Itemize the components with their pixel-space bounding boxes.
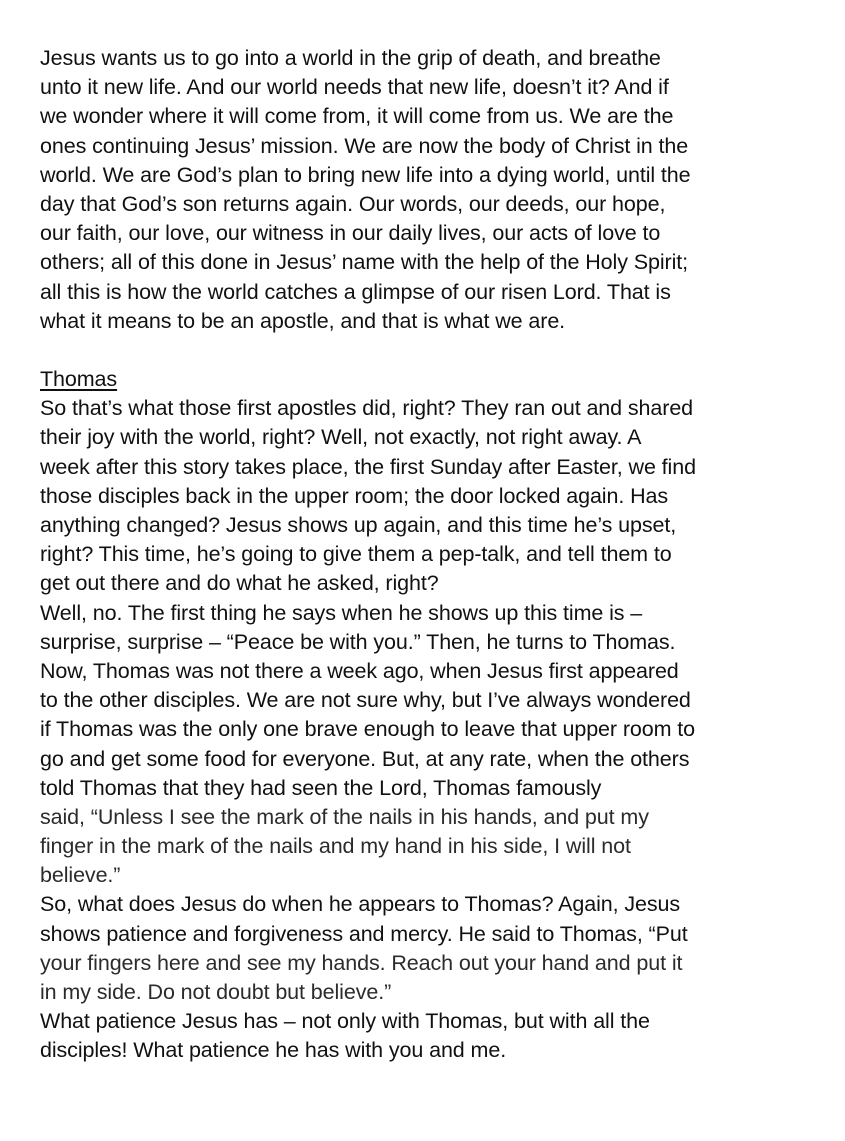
text-line: shows patience and forgiveness and mercy. He said to Thomas, “Put: [40, 921, 688, 946]
text-line: what it means to be an apostle, and that is what we are.: [40, 308, 566, 333]
text-line: Now, Thomas was not there a week ago, when Jesus first appeared: [40, 658, 679, 683]
text-line: world. We are God’s plan to bring new life into a dying world, until the: [40, 162, 691, 187]
paragraph-upper-room: [40, 394, 820, 598]
paragraph-closing: [40, 1007, 820, 1065]
paragraph-patience-mercy: [40, 890, 820, 1007]
text-line: all this is how the world catches a glimpse of our risen Lord. That is: [40, 279, 671, 304]
text-line: Well, no. The first thing he says when he shows up this time is –: [40, 600, 643, 625]
text-line: those disciples back in the upper room; the door locked again. Has: [40, 483, 669, 508]
text-line: we wonder where it will come from, it will come from us. We are the: [40, 104, 674, 129]
scripture-quote-line: believe.”: [40, 863, 121, 888]
text-line: unto it new life. And our world needs that new life, doesn’t it? And if: [40, 75, 669, 100]
text-line: right? This time, he’s going to give them a pep-talk, and tell them to: [40, 542, 672, 567]
paragraph-mission: [40, 44, 820, 336]
text-line: told Thomas that they had seen the Lord, Thomas famously: [40, 775, 602, 800]
text-line: So that’s what those first apostles did, right? They ran out and shared: [40, 396, 694, 421]
text-line: So, what does Jesus do when he appears to Thomas? Again, Jesus: [40, 892, 681, 917]
paragraph-peace-be-with-you: [40, 599, 820, 891]
scripture-quote-line: said, “Unless I see the mark of the nails in his hands, and put my: [40, 804, 649, 829]
text-line: others; all of this done in Jesus’ name with the help of the Holy Spirit;: [40, 250, 688, 275]
text-line: if Thomas was the only one brave enough to leave that upper room to: [40, 717, 696, 742]
text-line: What patience Jesus has – not only with Thomas, but with all the: [40, 1009, 650, 1034]
paragraph-spacer: [40, 336, 820, 365]
scripture-quote-line: in my side. Do not doubt but believe.”: [40, 980, 392, 1004]
text-line: ones continuing Jesus’ mission. We are now the body of Christ in the: [40, 133, 689, 158]
text-line: week after this story takes place, the first Sunday after Easter, we find: [40, 454, 696, 479]
text-line: anything changed? Jesus shows up again, and this time he’s upset,: [40, 513, 677, 537]
text-line: our faith, our love, our witness in our daily lives, our acts of love to: [40, 221, 661, 246]
text-line: disciples! What patience he has with you and me.: [40, 1038, 507, 1063]
text-line: go and get some food for everyone. But, at any rate, when the others: [40, 746, 690, 771]
scripture-quote-line: your fingers here and see my hands. Reach out your hand and put it: [40, 950, 683, 975]
text-line: get out there and do what he asked, right?: [40, 571, 439, 596]
text-line: day that God’s son returns again. Our words, our deeds, our hope,: [40, 191, 666, 216]
text-line: to the other disciples. We are not sure why, but I’ve always wondered: [40, 688, 691, 713]
section-heading-text: Thomas: [40, 367, 118, 392]
scripture-quote-line: finger in the mark of the nails and my hand in his side, I will not: [40, 834, 631, 859]
section-heading-thomas: [40, 365, 820, 394]
text-line: their joy with the world, right? Well, not exactly, not right away. A: [40, 425, 642, 450]
text-line: surprise, surprise – “Peace be with you.” Then, he turns to Thomas.: [40, 629, 676, 654]
text-line: Jesus wants us to go into a world in the grip of death, and breathe: [40, 46, 661, 70]
document-page: [40, 44, 820, 1066]
